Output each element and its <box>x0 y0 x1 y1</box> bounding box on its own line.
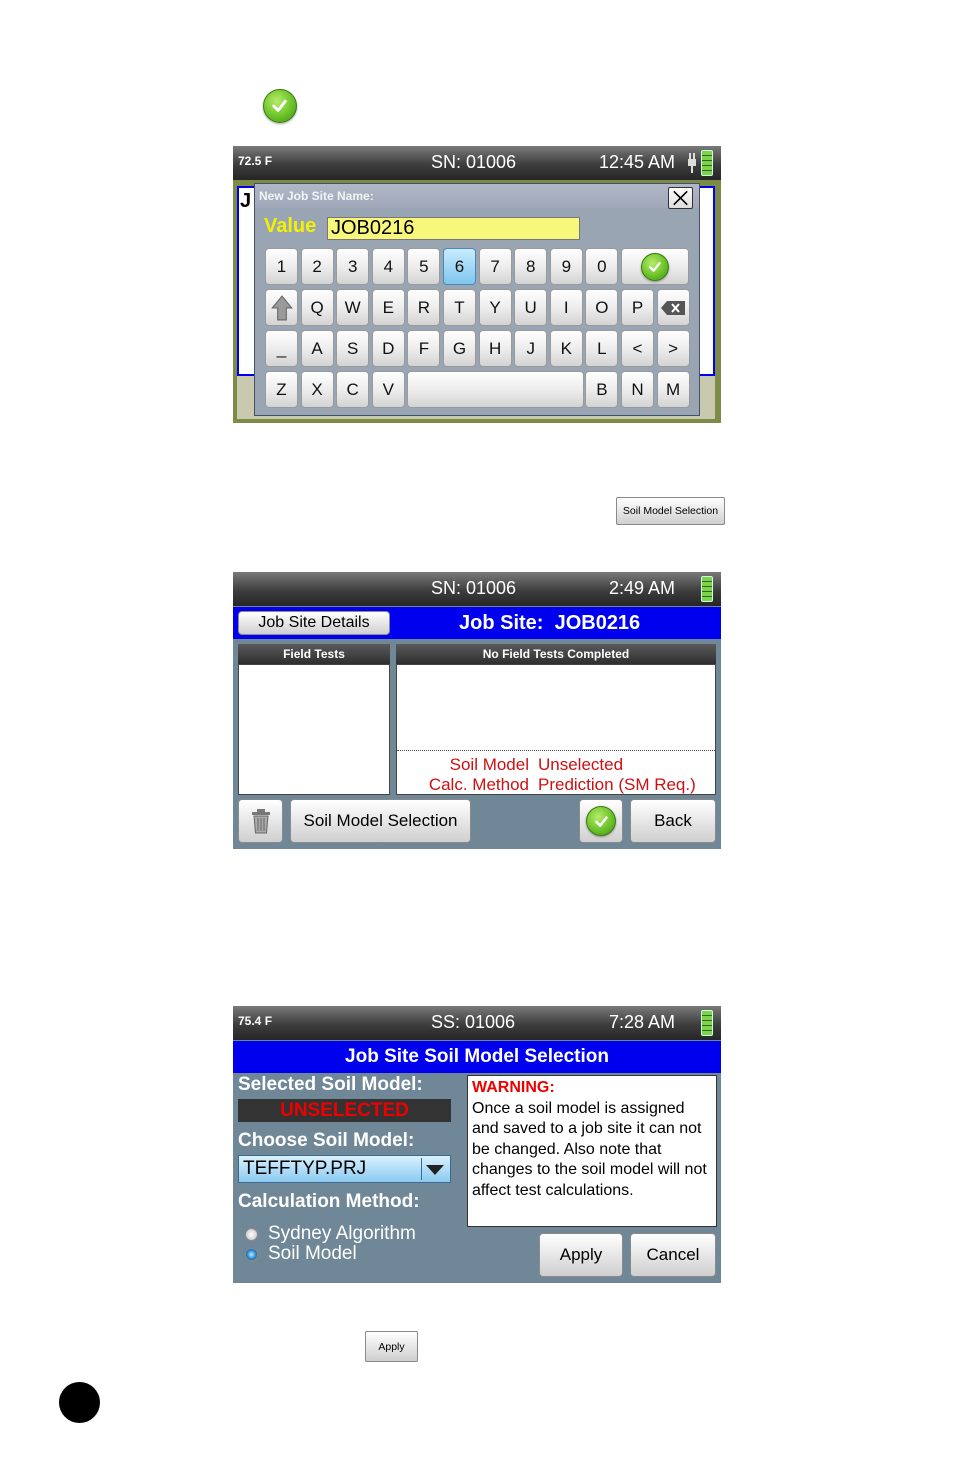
warning-box <box>467 1075 717 1227</box>
key-2[interactable]: 2 <box>301 248 334 285</box>
calc-method-label: Calc. Method <box>428 775 529 794</box>
soil-model-dropdown[interactable] <box>238 1155 451 1183</box>
key-M[interactable]: M <box>657 371 690 408</box>
calc-method-value: Prediction (SM Req.) <box>538 775 696 794</box>
clock: 7:28 AM <box>608 1012 675 1032</box>
key-W[interactable]: W <box>336 289 369 326</box>
key-greater-than[interactable]: > <box>657 330 690 367</box>
job-site-title: Job Site: JOB0216 <box>459 612 641 634</box>
apply-button-ref[interactable]: Apply <box>365 1331 418 1362</box>
warning-text: Once a soil model is assigned and saved to a job site it can not be changed. Also note that changes to the soil model will not affect test calculations. <box>472 1099 707 1199</box>
key-0[interactable]: 0 <box>585 248 618 285</box>
page-marker-circle <box>59 1382 100 1423</box>
chevron-down-icon <box>425 1164 445 1176</box>
key-9[interactable]: 9 <box>550 248 583 285</box>
screen-job-site <box>233 572 721 849</box>
radio-label-soil-model: Soil Model <box>268 1243 357 1264</box>
key-D[interactable]: D <box>372 330 405 367</box>
key-U[interactable]: U <box>514 289 547 326</box>
key-less-than[interactable]: < <box>621 330 654 367</box>
key-H[interactable]: H <box>479 330 512 367</box>
field-tests-list[interactable] <box>238 664 390 795</box>
key-J[interactable]: J <box>514 330 547 367</box>
key-C[interactable]: C <box>336 371 369 408</box>
clock: 12:45 AM <box>598 152 675 172</box>
page-title: Job Site Soil Model Selection <box>345 1046 609 1067</box>
close-icon <box>669 188 692 208</box>
battery-icon <box>701 150 713 176</box>
serial-number: SS: 01006 <box>431 1012 516 1032</box>
trash-icon <box>249 807 273 835</box>
temperature-readout: 72.5 F <box>238 154 273 168</box>
back-button[interactable]: Back <box>630 799 716 843</box>
check-icon <box>586 806 616 836</box>
key-1[interactable]: 1 <box>265 248 298 285</box>
selected-soil-model-value: UNSELECTED <box>238 1099 451 1122</box>
selected-soil-model-label: Selected Soil Model: <box>238 1074 423 1095</box>
key-underscore[interactable]: _ <box>265 330 298 367</box>
status-bar <box>233 572 721 606</box>
soil-model-selection-button[interactable]: Soil Model Selection <box>290 799 471 843</box>
soil-model-selection-button-ref[interactable]: Soil Model Selection <box>616 497 725 525</box>
accept-button[interactable] <box>579 799 623 843</box>
job-site-name-input[interactable]: JOB0216 <box>327 217 580 240</box>
key-R[interactable]: R <box>407 289 440 326</box>
soil-model-label: Soil Model <box>449 755 529 774</box>
name-entry-dialog <box>254 183 700 416</box>
key-X[interactable]: X <box>301 371 334 408</box>
battery-icon <box>701 1010 713 1036</box>
key-V[interactable]: V <box>372 371 405 408</box>
key-7[interactable]: 7 <box>479 248 512 285</box>
results-header: No Field Tests Completed <box>396 644 716 664</box>
field-tests-header: Field Tests <box>238 644 390 664</box>
radio-label-sydney: Sydney Algorithm <box>268 1223 416 1244</box>
warning-title: WARNING: <box>472 1079 555 1096</box>
key-3[interactable]: 3 <box>336 248 369 285</box>
shift-arrow-icon <box>271 295 293 321</box>
screen-new-job-site <box>233 146 721 423</box>
key-8[interactable]: 8 <box>514 248 547 285</box>
accept-check-icon <box>263 89 297 123</box>
title-bar <box>233 1041 721 1073</box>
key-O[interactable]: O <box>585 289 618 326</box>
backspace-key[interactable] <box>657 289 690 326</box>
background-letter: J <box>240 190 252 212</box>
key-N[interactable]: N <box>621 371 654 408</box>
dropdown-value: TEFFTYP.PRJ <box>243 1158 367 1179</box>
battery-icon <box>701 576 713 602</box>
apply-button[interactable]: Apply <box>539 1233 623 1277</box>
calculation-method-label: Calculation Method: <box>238 1191 420 1212</box>
divider <box>397 750 715 751</box>
key-5[interactable]: 5 <box>407 248 440 285</box>
delete-button[interactable] <box>238 799 283 843</box>
backspace-icon <box>660 300 686 316</box>
cancel-button[interactable]: Cancel <box>630 1233 716 1277</box>
serial-number: SN: 01006 <box>431 578 517 598</box>
job-site-details-button[interactable]: Job Site Details <box>238 611 390 635</box>
clock: 2:49 AM <box>608 578 675 598</box>
key-6[interactable]: 6 <box>443 248 476 285</box>
value-label: Value <box>264 215 317 237</box>
temperature-readout: 75.4 F <box>238 1014 273 1028</box>
results-panel <box>396 664 716 795</box>
key-Z[interactable]: Z <box>265 371 298 408</box>
enter-key[interactable] <box>621 248 689 285</box>
radio-sydney-algorithm[interactable] <box>245 1228 258 1241</box>
key-4[interactable]: 4 <box>372 248 405 285</box>
status-bar <box>233 146 721 180</box>
key-T[interactable]: T <box>443 289 476 326</box>
screen-soil-model-selection <box>233 1006 721 1283</box>
key-B[interactable]: B <box>585 371 618 408</box>
key-I[interactable]: I <box>550 289 583 326</box>
dialog-title: New Job Site Name: <box>255 184 699 208</box>
space-key[interactable] <box>407 371 584 408</box>
check-icon <box>641 253 669 281</box>
key-L[interactable]: L <box>585 330 618 367</box>
key-A[interactable]: A <box>301 330 334 367</box>
close-button[interactable] <box>668 187 693 209</box>
key-P[interactable]: P <box>621 289 654 326</box>
serial-number: SN: 01006 <box>431 152 517 172</box>
status-bar <box>233 1006 721 1040</box>
radio-soil-model[interactable] <box>245 1248 258 1261</box>
key-Y[interactable]: Y <box>479 289 512 326</box>
key-Q[interactable]: Q <box>301 289 334 326</box>
choose-soil-model-label: Choose Soil Model: <box>238 1130 415 1151</box>
key-S[interactable]: S <box>336 330 369 367</box>
shift-key[interactable] <box>265 289 298 326</box>
key-G[interactable]: G <box>443 330 476 367</box>
power-plug-icon <box>687 153 697 173</box>
key-E[interactable]: E <box>372 289 405 326</box>
key-K[interactable]: K <box>550 330 583 367</box>
key-F[interactable]: F <box>407 330 440 367</box>
dropdown-divider <box>421 1158 422 1180</box>
soil-model-value: Unselected <box>538 755 624 774</box>
title-bar <box>233 607 721 639</box>
